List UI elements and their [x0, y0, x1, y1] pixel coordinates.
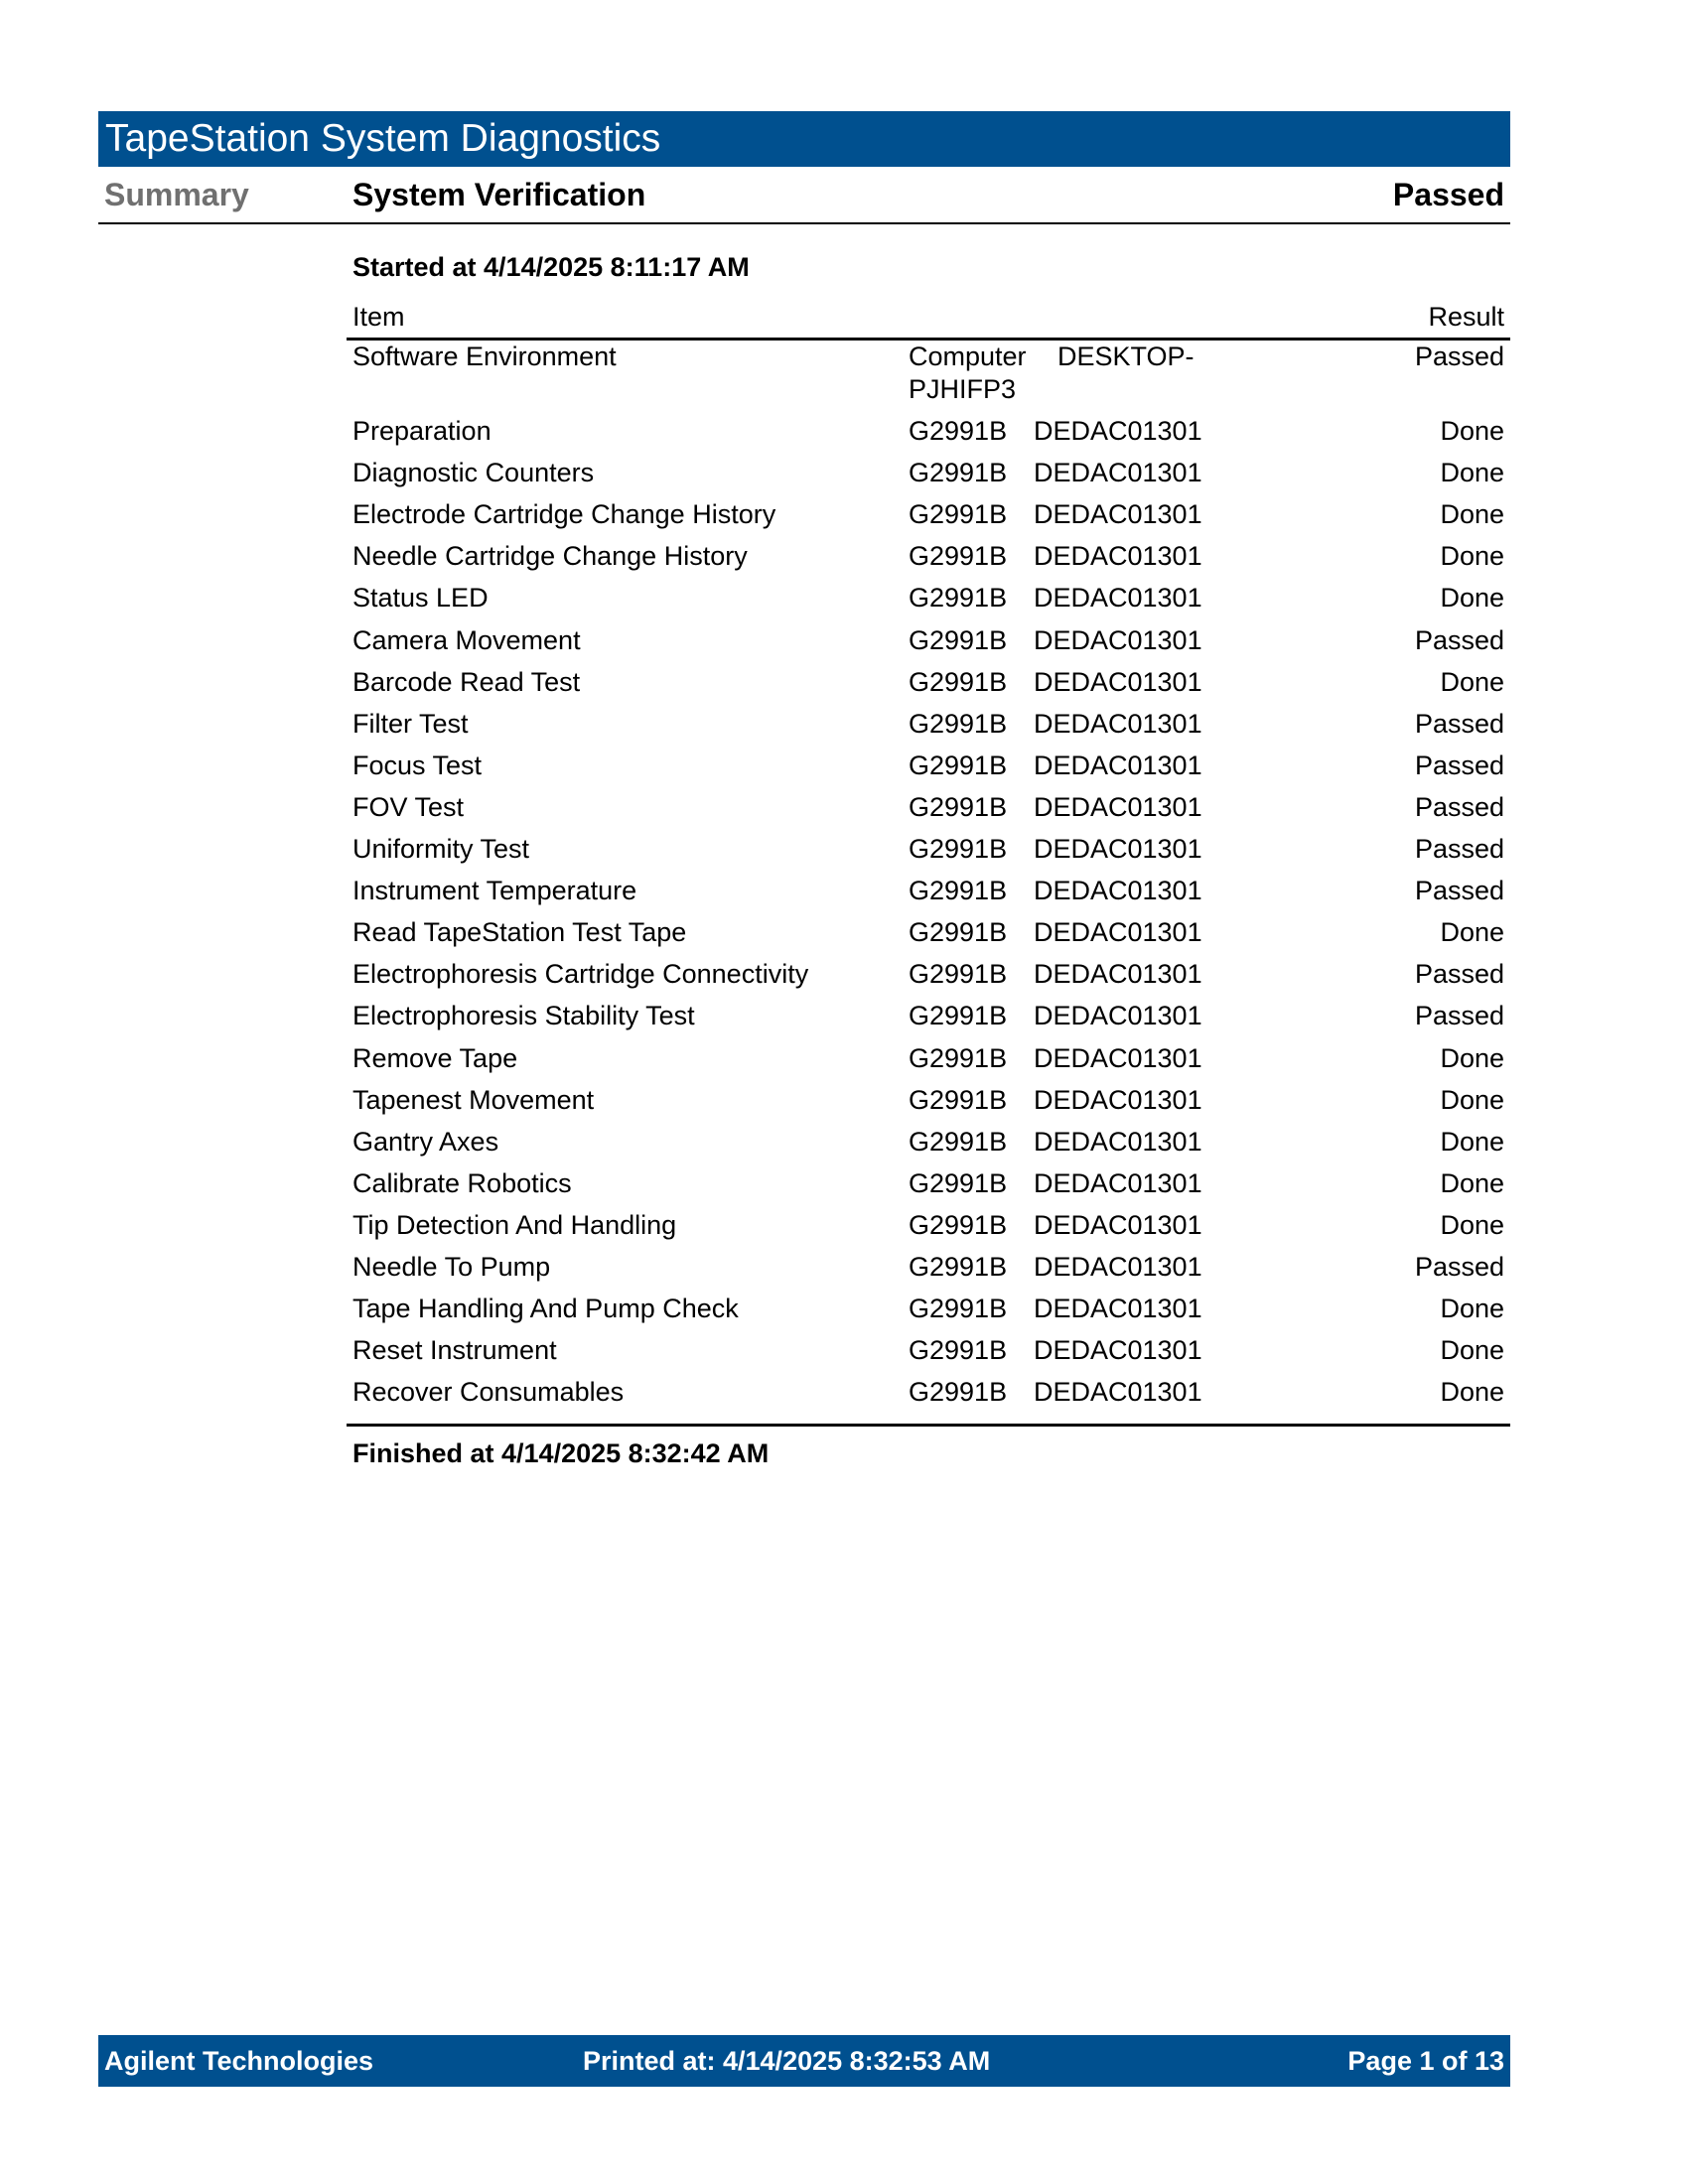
- table-row: [347, 1293, 1510, 1334]
- row-item: Barcode Read Test: [352, 666, 581, 697]
- row-serial: DEDAC01301: [1034, 834, 1202, 864]
- row-item: Uniformity Test: [352, 834, 530, 864]
- row-result: Done: [1440, 541, 1504, 572]
- summary-label: Summary: [104, 177, 249, 212]
- row-result: Passed: [1414, 1001, 1504, 1031]
- row-result: Done: [1440, 458, 1504, 488]
- row-result: Done: [1440, 666, 1504, 697]
- row-model: G2991B: [909, 1001, 1008, 1031]
- started-timestamp: Started at 4/14/2025 8:11:17 AM: [352, 252, 750, 282]
- row-result: Passed: [1414, 876, 1504, 906]
- results-table: [347, 341, 1510, 1427]
- row-model: G2991B: [909, 1377, 1008, 1408]
- table-row: [347, 1334, 1510, 1376]
- table-row: [347, 1167, 1510, 1209]
- row-serial: DEDAC01301: [1034, 791, 1202, 822]
- row-item: Status LED: [352, 583, 489, 614]
- row-model: G2991B: [909, 1252, 1008, 1282]
- table-row-software-environment: [347, 341, 1510, 406]
- row-model: G2991B: [909, 1209, 1008, 1240]
- row-item: Needle Cartridge Change History: [352, 541, 748, 572]
- footer-page-number: Page 1 of 13: [1347, 2046, 1504, 2076]
- row-item: Diagnostic Counters: [352, 458, 595, 488]
- row-model: G2991B: [909, 1126, 1008, 1157]
- row-serial: DEDAC01301: [1034, 1084, 1202, 1115]
- row-model: G2991B: [909, 583, 1008, 614]
- row-result: Done: [1440, 917, 1504, 948]
- row-serial: DEDAC01301: [1034, 624, 1202, 655]
- summary-title: System Verification: [352, 177, 646, 212]
- table-row: [347, 958, 1510, 1000]
- table-row: [347, 750, 1510, 791]
- row-result: Done: [1440, 1042, 1504, 1073]
- row-result: Done: [1440, 416, 1504, 446]
- row-serial: DEDAC01301: [1034, 1252, 1202, 1282]
- row-result: Done: [1440, 583, 1504, 614]
- page-footer: [98, 2035, 1510, 2087]
- row-result: Done: [1440, 1377, 1504, 1408]
- row-model: G2991B: [909, 1335, 1008, 1366]
- row-model: G2991B: [909, 499, 1008, 530]
- row-model: G2991B: [909, 959, 1008, 990]
- row-item: Electrophoresis Cartridge Connectivity: [352, 959, 809, 990]
- row-serial: DEDAC01301: [1034, 458, 1202, 488]
- summary-row: [98, 167, 1510, 224]
- row-result: Passed: [1414, 341, 1504, 371]
- column-header-result: Result: [1428, 302, 1504, 332]
- table-row: [347, 457, 1510, 498]
- row-serial: DEDAC01301: [1034, 583, 1202, 614]
- row-serial: DEDAC01301: [1034, 876, 1202, 906]
- row-item: Tip Detection And Handling: [352, 1209, 677, 1240]
- row-model: G2991B: [909, 624, 1008, 655]
- row-item: Electrode Cartridge Change History: [352, 499, 776, 530]
- row-serial: DEDAC01301: [1034, 750, 1202, 780]
- row-serial: DEDAC01301: [1034, 1042, 1202, 1073]
- row-item: Filter Test: [352, 708, 469, 739]
- column-header-item: Item: [352, 302, 405, 332]
- table-row: [347, 916, 1510, 958]
- row-result: Done: [1440, 1167, 1504, 1198]
- row-model: G2991B: [909, 834, 1008, 864]
- finished-timestamp: Finished at 4/14/2025 8:32:42 AM: [352, 1438, 770, 1468]
- table-row: [347, 1084, 1510, 1126]
- row-model: G2991B: [909, 666, 1008, 697]
- row-model: G2991B: [909, 708, 1008, 739]
- row-item: Tape Handling And Pump Check: [352, 1294, 739, 1324]
- footer-printed: Printed at: 4/14/2025 8:32:53 AM: [583, 2046, 991, 2076]
- table-row: [347, 498, 1510, 540]
- row-item: Preparation: [352, 416, 492, 446]
- row-serial: DEDAC01301: [1034, 1209, 1202, 1240]
- row-result: Passed: [1414, 750, 1504, 780]
- row-result: Done: [1440, 1294, 1504, 1324]
- row-item: Gantry Axes: [352, 1126, 499, 1157]
- row-model: G2991B: [909, 1167, 1008, 1198]
- table-row: [347, 1376, 1510, 1418]
- row-result: Done: [1440, 499, 1504, 530]
- row-env-value-cont: PJHIFP3: [909, 374, 1017, 404]
- table-row: [347, 624, 1510, 666]
- row-item: Remove Tape: [352, 1042, 518, 1073]
- row-model: G2991B: [909, 750, 1008, 780]
- row-model: G2991B: [909, 791, 1008, 822]
- row-env-label: Computer: [909, 341, 1027, 371]
- table-row: [347, 1126, 1510, 1167]
- report-title: TapeStation System Diagnostics: [98, 111, 1510, 167]
- row-serial: DEDAC01301: [1034, 1335, 1202, 1366]
- row-item: Instrument Temperature: [352, 876, 637, 906]
- row-model: G2991B: [909, 1084, 1008, 1115]
- table-row: [347, 833, 1510, 875]
- row-serial: DEDAC01301: [1034, 1001, 1202, 1031]
- table-row: [347, 1251, 1510, 1293]
- row-item: Read TapeStation Test Tape: [352, 917, 687, 948]
- row-result: Done: [1440, 1209, 1504, 1240]
- row-serial: DEDAC01301: [1034, 1167, 1202, 1198]
- table-row: [347, 1042, 1510, 1084]
- row-item: FOV Test: [352, 791, 465, 822]
- row-result: Done: [1440, 1084, 1504, 1115]
- row-serial: DEDAC01301: [1034, 917, 1202, 948]
- table-row: [347, 1209, 1510, 1251]
- row-serial: DEDAC01301: [1034, 959, 1202, 990]
- row-item: Calibrate Robotics: [352, 1167, 572, 1198]
- row-result: Passed: [1414, 791, 1504, 822]
- row-result: Passed: [1414, 708, 1504, 739]
- row-result: Done: [1440, 1126, 1504, 1157]
- row-item: Reset Instrument: [352, 1335, 557, 1366]
- row-serial: DEDAC01301: [1034, 416, 1202, 446]
- table-row: [347, 540, 1510, 582]
- summary-status: Passed: [1392, 177, 1504, 212]
- row-model: G2991B: [909, 876, 1008, 906]
- row-model: G2991B: [909, 416, 1008, 446]
- row-serial: DEDAC01301: [1034, 1377, 1202, 1408]
- row-serial: DEDAC01301: [1034, 1126, 1202, 1157]
- row-env-value: DESKTOP-: [1057, 341, 1195, 371]
- table-row: [347, 875, 1510, 916]
- row-item: Recover Consumables: [352, 1377, 625, 1408]
- footer-company: Agilent Technologies: [104, 2046, 374, 2076]
- row-model: G2991B: [909, 917, 1008, 948]
- row-result: Passed: [1414, 959, 1504, 990]
- table-header: [347, 301, 1510, 341]
- row-serial: DEDAC01301: [1034, 499, 1202, 530]
- row-serial: DEDAC01301: [1034, 1294, 1202, 1324]
- row-item: Tapenest Movement: [352, 1084, 595, 1115]
- row-serial: DEDAC01301: [1034, 541, 1202, 572]
- table-row: [347, 708, 1510, 750]
- row-model: G2991B: [909, 541, 1008, 572]
- row-serial: DEDAC01301: [1034, 708, 1202, 739]
- row-model: G2991B: [909, 458, 1008, 488]
- row-result: Passed: [1414, 624, 1504, 655]
- table-row: [347, 415, 1510, 457]
- row-serial: DEDAC01301: [1034, 666, 1202, 697]
- row-item: Focus Test: [352, 750, 483, 780]
- row-result: Done: [1440, 1335, 1504, 1366]
- row-result: Passed: [1414, 1252, 1504, 1282]
- row-model: G2991B: [909, 1294, 1008, 1324]
- table-row: [347, 1000, 1510, 1041]
- row-model: G2991B: [909, 1042, 1008, 1073]
- row-item: Camera Movement: [352, 624, 581, 655]
- table-row: [347, 666, 1510, 708]
- table-row: [347, 582, 1510, 623]
- row-result: Passed: [1414, 834, 1504, 864]
- table-row: [347, 791, 1510, 833]
- row-item: Electrophoresis Stability Test: [352, 1001, 695, 1031]
- row-item: Needle To Pump: [352, 1252, 551, 1282]
- row-item: Software Environment: [352, 341, 617, 371]
